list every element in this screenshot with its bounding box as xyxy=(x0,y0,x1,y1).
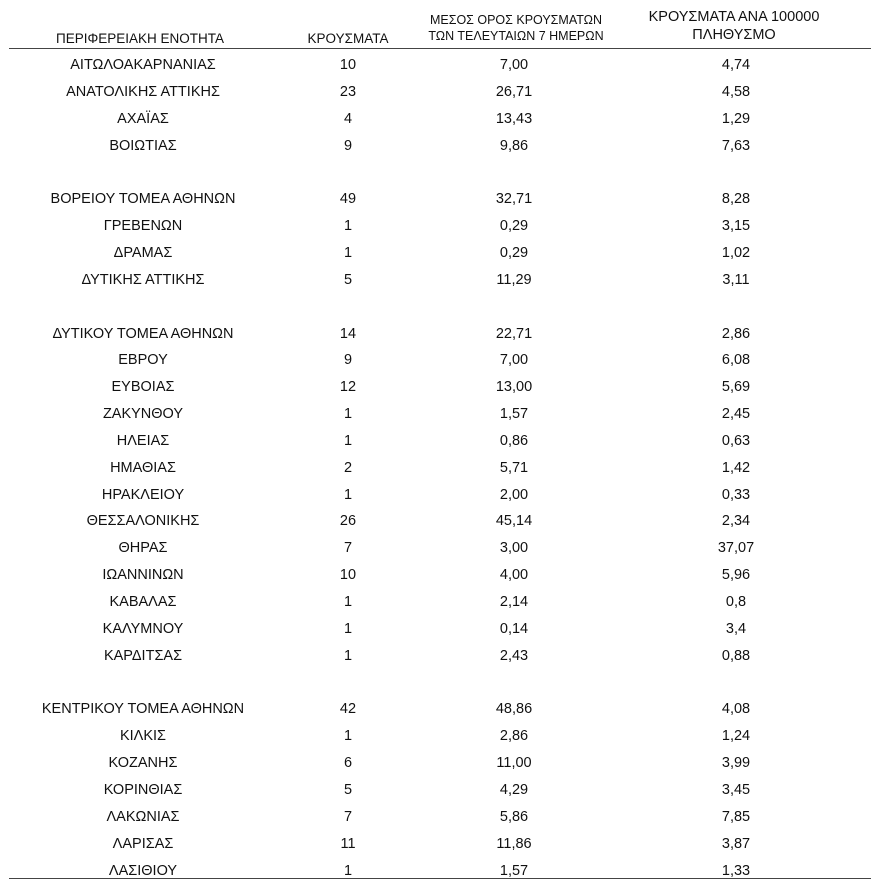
table-row xyxy=(0,133,873,160)
table-row xyxy=(0,535,873,562)
cell-avg7: 22,71 xyxy=(495,325,533,342)
cell-cases: 1 xyxy=(343,432,353,449)
header-avg7-line2: ΤΩΝ ΤΕΛΕΥΤΑΙΩΝ 7 ΗΜΕΡΩΝ xyxy=(428,29,604,43)
cell-region: ΑΝΑΤΟΛΙΚΗΣ ΑΤΤΙΚΗΣ xyxy=(66,83,220,100)
table-row xyxy=(0,696,873,723)
cell-region: ΚΟΖΑΝΗΣ xyxy=(108,755,178,772)
cell-per100k: 1,02 xyxy=(721,244,751,261)
table-row xyxy=(0,804,873,831)
cell-cases: 10 xyxy=(339,567,357,584)
cell-per100k: 0,33 xyxy=(721,486,751,503)
header-cases: ΚΡΟΥΣΜΑΤΑ xyxy=(307,31,389,46)
header-per100k-line2: ΠΛΗΘΥΣΜΟ xyxy=(692,27,776,43)
table-row xyxy=(0,428,873,455)
cell-per100k: 0,63 xyxy=(721,432,751,449)
table-row xyxy=(0,213,873,240)
cell-cases: 7 xyxy=(343,540,353,557)
cell-cases: 5 xyxy=(343,781,353,798)
cell-per100k: 3,45 xyxy=(721,781,751,798)
table-row xyxy=(0,482,873,509)
table-row xyxy=(0,347,873,374)
cell-cases: 9 xyxy=(343,352,353,369)
cell-per100k: 0,88 xyxy=(721,647,751,664)
cell-region: ΙΩΑΝΝΙΝΩΝ xyxy=(102,567,184,584)
cell-avg7: 13,00 xyxy=(495,379,533,396)
cell-region: ΗΜΑΘΙΑΣ xyxy=(110,459,176,476)
cell-avg7: 5,71 xyxy=(499,459,529,476)
cell-per100k: 3,15 xyxy=(721,218,751,235)
cell-per100k: 3,4 xyxy=(725,620,747,637)
cell-avg7: 5,86 xyxy=(499,808,529,825)
cell-region: ΔΥΤΙΚΟΥ ΤΟΜΕΑ ΑΘΗΝΩΝ xyxy=(52,325,234,342)
cell-region: ΚΕΝΤΡΙΚΟΥ ΤΟΜΕΑ ΑΘΗΝΩΝ xyxy=(41,701,245,718)
cell-region: ΛΑΚΩΝΙΑΣ xyxy=(106,808,180,825)
cell-region: ΘΗΡΑΣ xyxy=(118,540,168,557)
table-row xyxy=(0,723,873,750)
cell-per100k: 7,85 xyxy=(721,808,751,825)
cell-per100k: 4,74 xyxy=(721,57,751,73)
table-row xyxy=(0,831,873,858)
cell-cases: 1 xyxy=(343,244,353,261)
cell-per100k: 7,63 xyxy=(721,137,751,154)
cell-region: ΚΙΛΚΙΣ xyxy=(119,728,167,745)
cell-region: ΚΑΒΑΛΑΣ xyxy=(109,594,177,610)
cell-avg7: 32,71 xyxy=(495,191,533,208)
table-row xyxy=(0,750,873,777)
cell-per100k: 1,33 xyxy=(721,862,751,879)
cell-per100k: 3,11 xyxy=(722,271,750,288)
table-row xyxy=(0,777,873,804)
cell-per100k: 1,29 xyxy=(721,110,751,127)
cell-region: ΒΟΙΩΤΙΑΣ xyxy=(109,137,177,154)
table-row xyxy=(0,52,873,79)
cell-cases: 42 xyxy=(339,701,357,718)
cell-region: ΛΑΡΙΣΑΣ xyxy=(112,835,174,852)
header-divider xyxy=(9,48,871,49)
cell-per100k: 1,24 xyxy=(721,728,751,745)
cell-region: ΕΥΒΟΙΑΣ xyxy=(111,379,175,396)
cell-per100k: 4,58 xyxy=(721,83,751,100)
cell-region: ΗΛΕΙΑΣ xyxy=(116,432,170,449)
header-per100k-line1: ΚΡΟΥΣΜΑΤΑ ΑΝΑ 100000 xyxy=(648,9,820,25)
cell-region: ΚΑΛΥΜΝΟΥ xyxy=(102,620,184,637)
cell-cases: 1 xyxy=(343,862,353,879)
table-row xyxy=(0,858,873,885)
cell-region: ΔΡΑΜΑΣ xyxy=(113,244,173,261)
cell-avg7: 11,00 xyxy=(496,755,532,772)
cell-per100k: 37,07 xyxy=(717,540,755,557)
cell-cases: 1 xyxy=(343,728,353,745)
cell-cases: 1 xyxy=(343,594,353,610)
cell-avg7: 13,43 xyxy=(495,110,533,127)
cell-per100k: 1,42 xyxy=(721,459,751,476)
cell-region: ΑΙΤΩΛΟΑΚΑΡΝΑΝΙΑΣ xyxy=(70,57,216,73)
cell-avg7: 2,00 xyxy=(499,486,529,503)
cell-cases: 1 xyxy=(343,486,353,503)
cell-avg7: 1,57 xyxy=(499,862,529,879)
cell-cases: 10 xyxy=(339,57,357,73)
cell-per100k: 2,45 xyxy=(721,406,751,423)
cell-per100k: 5,69 xyxy=(721,379,751,396)
cell-avg7: 9,86 xyxy=(499,137,529,154)
cell-avg7: 11,29 xyxy=(496,271,532,288)
cell-cases: 26 xyxy=(339,513,357,530)
cell-per100k: 3,99 xyxy=(721,755,751,772)
cell-per100k: 2,86 xyxy=(721,325,751,342)
table-row xyxy=(0,240,873,267)
cell-cases: 23 xyxy=(339,83,357,100)
cell-region: ΓΡΕΒΕΝΩΝ xyxy=(103,218,183,235)
table-row xyxy=(0,321,873,348)
cell-per100k: 0,8 xyxy=(725,594,747,610)
cell-region: ΒΟΡΕΙΟΥ ΤΟΜΕΑ ΑΘΗΝΩΝ xyxy=(50,191,236,208)
cell-cases: 1 xyxy=(343,406,353,423)
cell-region: ΗΡΑΚΛΕΙΟΥ xyxy=(101,486,185,503)
table-row xyxy=(0,455,873,482)
cell-cases: 6 xyxy=(343,755,353,772)
cell-avg7: 45,14 xyxy=(495,513,533,530)
cell-cases: 49 xyxy=(339,191,357,208)
cell-region: ΔΥΤΙΚΗΣ ΑΤΤΙΚΗΣ xyxy=(81,271,205,288)
table-row xyxy=(0,643,873,670)
cell-region: ΕΒΡΟΥ xyxy=(118,352,168,369)
cell-avg7: 4,29 xyxy=(499,781,529,798)
cell-per100k: 5,96 xyxy=(721,567,751,584)
cell-avg7: 11,86 xyxy=(496,835,532,852)
cell-avg7: 1,57 xyxy=(499,406,529,423)
cell-avg7: 2,86 xyxy=(499,728,529,745)
cell-cases: 14 xyxy=(339,325,357,342)
cell-cases: 1 xyxy=(343,620,353,637)
cell-avg7: 4,00 xyxy=(499,567,529,584)
cell-avg7: 0,29 xyxy=(499,218,529,235)
table-row xyxy=(0,267,873,294)
table-row xyxy=(0,616,873,643)
table-row xyxy=(0,401,873,428)
cell-region: ΑΧΑΪΑΣ xyxy=(117,110,169,127)
cell-cases: 2 xyxy=(343,459,353,476)
header-per100k xyxy=(614,8,854,44)
cell-per100k: 4,08 xyxy=(721,701,751,718)
cell-avg7: 2,43 xyxy=(499,647,529,664)
table-row xyxy=(0,374,873,401)
cell-region: ΚΑΡΔΙΤΣΑΣ xyxy=(103,647,183,664)
bottom-divider xyxy=(9,878,871,879)
cell-region: ΚΟΡΙΝΘΙΑΣ xyxy=(103,781,183,798)
cell-cases: 12 xyxy=(339,379,357,396)
cell-cases: 7 xyxy=(343,808,353,825)
cell-cases: 5 xyxy=(343,271,353,288)
table-row xyxy=(0,186,873,213)
table-row xyxy=(0,562,873,589)
cell-region: ΘΕΣΣΑΛΟΝΙΚΗΣ xyxy=(86,513,200,530)
cell-per100k: 2,34 xyxy=(721,513,751,530)
cell-avg7: 7,00 xyxy=(499,57,529,73)
cell-per100k: 3,87 xyxy=(721,835,751,852)
cell-per100k: 8,28 xyxy=(721,191,751,208)
cell-region: ΛΑΣΙΘΙΟΥ xyxy=(108,862,178,879)
cell-avg7: 0,86 xyxy=(499,432,529,449)
header-avg7 xyxy=(396,12,636,44)
cell-avg7: 48,86 xyxy=(495,701,533,718)
cell-cases: 11 xyxy=(340,835,356,852)
cell-per100k: 6,08 xyxy=(721,352,751,369)
cell-avg7: 0,29 xyxy=(499,244,529,261)
cell-cases: 1 xyxy=(343,218,353,235)
cell-avg7: 7,00 xyxy=(499,352,529,369)
cell-cases: 4 xyxy=(343,110,353,127)
table-row xyxy=(0,508,873,535)
table-row xyxy=(0,106,873,133)
cell-avg7: 2,14 xyxy=(499,594,529,610)
header-region: ΠΕΡΙΦΕΡΕΙΑΚΗ ΕΝΟΤΗΤΑ xyxy=(55,31,225,46)
cell-avg7: 0,14 xyxy=(499,620,529,637)
cell-avg7: 3,00 xyxy=(499,540,529,557)
cell-cases: 9 xyxy=(343,137,353,154)
header-avg7-line1: ΜΕΣΟΣ ΟΡΟΣ ΚΡΟΥΣΜΑΤΩΝ xyxy=(429,13,603,27)
table-row xyxy=(0,79,873,106)
table-header xyxy=(0,0,873,48)
cell-avg7: 26,71 xyxy=(495,83,533,100)
table-row xyxy=(0,589,873,616)
cell-region: ΖΑΚΥΝΘΟΥ xyxy=(102,406,184,423)
cell-cases: 1 xyxy=(343,647,353,664)
